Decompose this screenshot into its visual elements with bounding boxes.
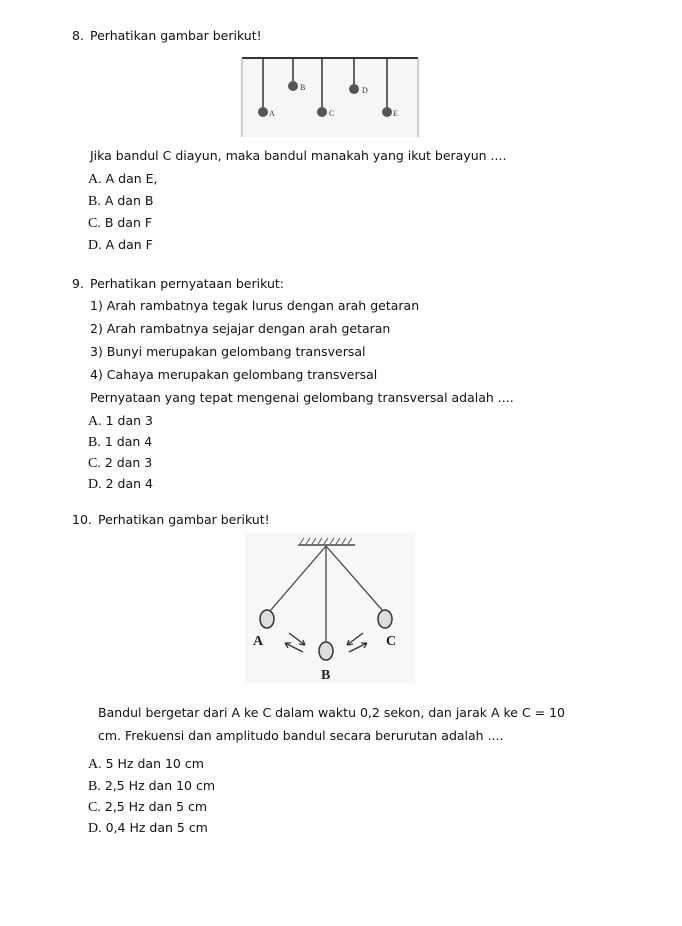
q8-question: Jika bandul C diayun, maka bandul manakah yang ikut berayun ....: [90, 148, 507, 163]
q8-bob-b: [288, 81, 298, 91]
q10-label-c: C: [386, 634, 397, 649]
q9-statement-2: 2) Arah rambatnya sejajar dengan arah getaran: [90, 321, 391, 336]
q10-label-b: B: [321, 668, 331, 683]
q8-bob-e: [382, 107, 392, 117]
q10-option-c: C. 2,5 Hz dan 5 cm: [88, 799, 208, 815]
q8-label-a: A: [269, 109, 275, 118]
q10-bob-c: [378, 610, 392, 628]
q10-prompt: Perhatikan gambar berikut!: [98, 512, 270, 527]
q9-number: 9.: [72, 276, 84, 291]
q10-label-a: A: [253, 634, 264, 649]
q9-option-c: C. 2 dan 3: [88, 455, 153, 471]
q8-option-c: C. B dan F: [88, 215, 153, 231]
q9-prompt: Perhatikan pernyataan berikut:: [90, 276, 285, 291]
q8-prompt: Perhatikan gambar berikut!: [90, 28, 262, 43]
q10-question-line-2: cm. Frekuensi dan amplitudo bandul secara berurutan adalah ....: [98, 728, 504, 743]
q9-question: Pernyataan yang tepat mengenai gelombang transversal adalah ....: [90, 390, 514, 405]
q9-statement-1: 1) Arah rambatnya tegak lurus dengan arah getaran: [90, 298, 420, 313]
q10-option-a: A. 5 Hz dan 10 cm: [88, 756, 204, 772]
q10-bob-b: [319, 642, 333, 660]
q10-option-b: B. 2,5 Hz dan 10 cm: [88, 778, 216, 794]
q9-option-b: B. 1 dan 4: [88, 434, 153, 450]
q9-statement-4: 4) Cahaya merupakan gelombang transversal: [90, 367, 378, 382]
q9-option-d: D. 2 dan 4: [88, 476, 153, 492]
q8-number: 8.: [72, 28, 84, 43]
q8-option-a: A. A dan E,: [88, 171, 158, 187]
q8-option-d: D. A dan F: [88, 237, 153, 253]
q8-bob-d: [349, 84, 359, 94]
q9-statement-3: 3) Bunyi merupakan gelombang transversal: [90, 344, 366, 359]
q8-label-b: B: [300, 83, 306, 92]
q10-number: 10.: [72, 512, 92, 527]
q10-bob-a: [260, 610, 274, 628]
q8-pendulum-figure: [240, 57, 420, 137]
q8-label-e: E: [393, 109, 398, 118]
q10-question-line-1: Bandul bergetar dari A ke C dalam waktu 0,2 sekon, dan jarak A ke C = 10: [98, 705, 565, 720]
q10-option-d: D. 0,4 Hz dan 5 cm: [88, 820, 208, 836]
q8-option-b: B. A dan B: [88, 193, 154, 209]
q10-pendulum-figure: [245, 533, 415, 683]
q9-option-a: A. 1 dan 3: [88, 413, 153, 429]
q8-label-d: D: [362, 86, 368, 95]
q8-label-c: C: [329, 109, 335, 118]
q8-bob-a: [258, 107, 268, 117]
q8-bob-c: [317, 107, 327, 117]
